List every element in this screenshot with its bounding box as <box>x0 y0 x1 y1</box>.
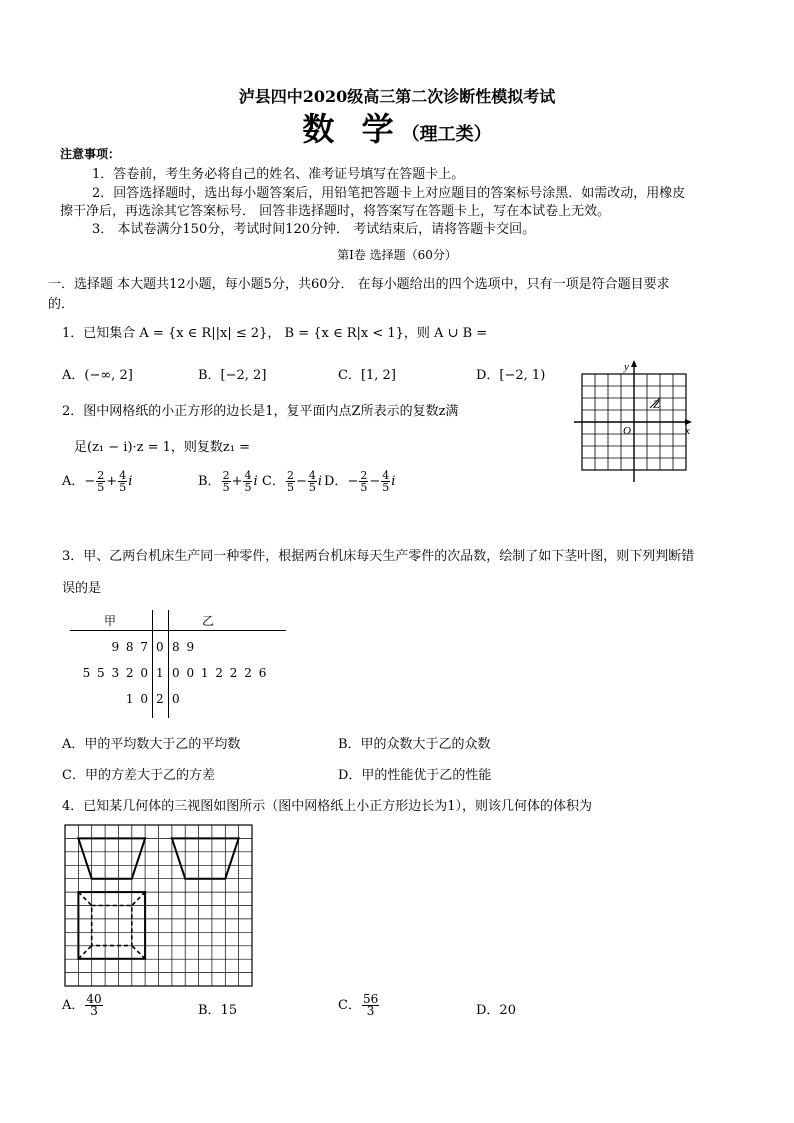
stem-leaf-divider-right <box>168 610 169 718</box>
q2-b-n1: 2 <box>222 469 230 482</box>
stem-leaf-right-header: 乙 <box>202 614 215 628</box>
notice-item-1: 1．答卷前，考生务必将自己的姓名、准考证号填写在答题卡上。 <box>92 167 465 182</box>
q4-option-c <box>338 994 380 1017</box>
q2-a-sign: − <box>84 474 96 489</box>
q4-front-view <box>78 838 145 878</box>
q2-c-n1: 2 <box>286 469 294 482</box>
q4-c-label: C． <box>338 998 361 1013</box>
stem-leaf-left-header: 甲 <box>104 614 117 628</box>
q2-a-op: + <box>106 474 118 489</box>
q4-top-view-hidden <box>78 892 145 959</box>
q2-d-frac2 <box>381 470 390 493</box>
notice-heading: 注意事项： <box>60 147 121 161</box>
q4-a-frac <box>85 994 102 1017</box>
stem-leaf-row-2-right: 0 <box>172 692 180 706</box>
q4-c-den: 3 <box>366 1004 375 1018</box>
q1-text: 1．已知集合 A = {x ∈ R||x| ≤ 2}， B = {x ∈ R|x < 1}，则 A ∪ B = <box>62 326 488 341</box>
q4-c-num: 56 <box>362 992 379 1006</box>
q2-b-frac1 <box>222 470 231 493</box>
q2-a-n1: 2 <box>97 469 105 482</box>
school-title: 泸县四中2020级高三第二次诊断性模拟考试 <box>238 87 556 106</box>
stem-leaf-row-1-right: 0 0 1 2 2 2 6 <box>172 666 267 680</box>
q2-c-d1: 5 <box>286 481 294 494</box>
q2-c-i: i <box>317 474 323 489</box>
q2-option-d <box>324 470 395 493</box>
subject-subtitle: （理工类） <box>401 124 492 145</box>
q3-option-a: A．甲的平均数大于乙的平均数 <box>62 737 241 752</box>
q3-text-line2: 误的是 <box>62 581 102 596</box>
q2-d-sign: − <box>347 474 359 489</box>
stem-leaf-row-0-left: 9 8 7 <box>111 640 148 654</box>
q2-b-d2: 5 <box>244 481 252 494</box>
q2-b-frac2 <box>243 470 252 493</box>
q3-text-line1: 3．甲、乙两台机床生产同一种零件，根据两台机床每天生产零件的次品数，绘制了如下茎叶图，则下列判断错 <box>62 549 695 564</box>
q3-option-d: D．甲的性能优于乙的性能 <box>338 768 492 783</box>
q2-option-a <box>62 470 132 493</box>
q3-option-b: B．甲的众数大于乙的众数 <box>338 737 491 752</box>
stem-leaf-header-rule <box>70 630 286 631</box>
q2-b-label: B． <box>198 474 221 489</box>
q2-b-op: + <box>231 474 243 489</box>
stem-leaf-row-2-left: 1 0 <box>125 692 148 706</box>
subject-title <box>0 104 794 150</box>
notice-item-3: 3． 本试卷满分150分，考试时间120分钟． 考试结束后，请将答题卡交回。 <box>92 222 536 237</box>
q2-c-label: C． <box>262 474 285 489</box>
q2-text-line1: 2．图中网格纸的小正方形的边长是1，复平面内点Z所表示的复数z满 <box>62 404 459 419</box>
q2-a-d1: 5 <box>97 481 105 494</box>
q2-y-arrow <box>631 360 637 367</box>
q2-b-i: i <box>253 474 258 489</box>
q2-text-line2: 足(z₁ − i)·z = 1，则复数z₁ = <box>74 440 251 455</box>
q2-b-n2: 4 <box>244 469 252 482</box>
stem-leaf-divider-left <box>152 610 153 718</box>
q4-side-view <box>172 838 239 878</box>
q2-a-frac1 <box>96 470 105 493</box>
q2-z-label: Z <box>653 397 660 411</box>
q2-a-n2: 4 <box>119 469 127 482</box>
q2-b-d1: 5 <box>222 481 230 494</box>
q2-c-frac1 <box>286 470 295 493</box>
stem-leaf-row-1-stem: 1 <box>156 666 164 680</box>
q2-a-frac2 <box>118 470 127 493</box>
notice-item-2-cont: 擦干净后，再选涂其它答案标号． 回答非选择题时，将答案写在答题卡上，写在本试卷上无效。 <box>60 204 611 219</box>
q2-d-label: D． <box>324 474 348 489</box>
q2-d-frac1 <box>359 470 368 493</box>
subject-name: 数 学 <box>302 110 402 148</box>
stem-leaf-row-0-right: 8 9 <box>172 640 195 654</box>
q2-a-i: i <box>128 474 133 489</box>
q2-o-label: O <box>623 425 631 437</box>
q2-c-op: − <box>295 474 307 489</box>
stem-leaf-row-1-left: 5 5 3 2 0 <box>82 666 148 680</box>
q2-c-frac2 <box>308 470 317 493</box>
q1-option-b: B．[−2, 2] <box>198 368 267 383</box>
q4-c-frac <box>362 994 379 1017</box>
q4-a-den: 3 <box>90 1004 98 1018</box>
q2-d-d1: 5 <box>360 481 368 494</box>
q2-option-b <box>198 470 258 493</box>
q2-a-label: A． <box>62 474 85 489</box>
q2-d-op: − <box>369 474 381 489</box>
q4-option-d: D．20 <box>476 1003 516 1018</box>
section-intro-line1: 一．选择题 本大题共12小题，每小题5分，共60分． 在每小题给出的四个选项中，只有一项是符合题目要求 <box>48 277 670 292</box>
q4-option-b: B．15 <box>198 1003 238 1018</box>
q2-d-i: i <box>391 474 396 489</box>
q2-a-d2: 5 <box>119 481 127 494</box>
section-intro-line2: 的． <box>48 297 75 312</box>
q1-option-a: A．(−∞, 2] <box>62 368 133 383</box>
section-title: 第Ⅰ卷 选择题（60分） <box>337 248 457 262</box>
q4-three-view-figure <box>64 824 254 988</box>
stem-leaf-row-2-stem: 2 <box>156 692 164 706</box>
q4-a-num: 40 <box>86 992 102 1006</box>
q4-text: 4．已知某几何体的三视图如图所示（图中网格纸上小正方形边长为1），则该几何体的体积为 <box>62 799 593 814</box>
q1-option-c: C．[1, 2] <box>338 368 396 383</box>
q2-c-n2: 4 <box>308 469 316 482</box>
q2-d-d2: 5 <box>382 481 390 494</box>
notice-item-2: 2．回答选择题时，选出每小题答案后，用铅笔把答题卡上对应题目的答案标号涂黑．如需改动，用橡皮 <box>92 186 686 201</box>
q4-a-label: A． <box>62 998 85 1013</box>
q4-option-a <box>62 994 104 1017</box>
q2-option-c <box>262 470 322 493</box>
q2-c-d2: 5 <box>308 481 316 494</box>
q2-d-n2: 4 <box>382 469 390 482</box>
q3-option-c: C．甲的方差大于乙的方差 <box>62 768 215 783</box>
q2-x-label: x <box>685 425 690 437</box>
q1-option-d: D．[−2, 1) <box>476 368 546 383</box>
q2-y-label: y <box>624 361 629 373</box>
q2-d-n1: 2 <box>360 469 368 482</box>
stem-leaf-row-0-stem: 0 <box>156 640 164 654</box>
q2-grid-figure <box>574 358 698 490</box>
